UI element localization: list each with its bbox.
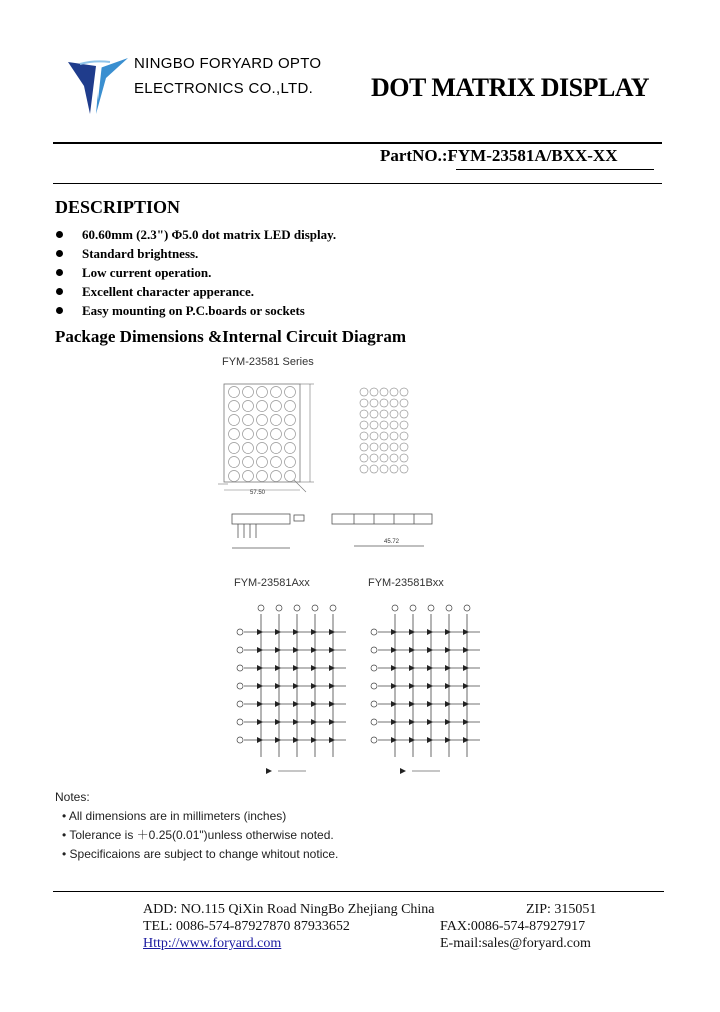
- right-dimension: 45.72: [384, 539, 400, 545]
- led-dot: [390, 421, 398, 429]
- led-diode: [275, 701, 281, 707]
- led-diode: [463, 701, 469, 707]
- header-divider-2: [53, 183, 662, 184]
- led-dot: [243, 443, 254, 454]
- led-dot: [257, 471, 268, 482]
- bullet-icon: [56, 250, 63, 257]
- led-dot: [229, 443, 240, 454]
- led-diode: [427, 647, 433, 653]
- led-diode: [257, 683, 263, 689]
- led-diode: [427, 683, 433, 689]
- bullet-icon: [56, 307, 63, 314]
- led-diode: [293, 701, 299, 707]
- led-dot: [243, 387, 254, 398]
- led-diode: [257, 719, 263, 725]
- led-dot: [360, 410, 368, 418]
- footer-email[interactable]: E-mail:sales@foryard.com: [440, 936, 591, 951]
- company-name-line1: NINGBO FORYARD OPTO: [134, 55, 322, 72]
- footer-divider: [53, 891, 664, 892]
- column-pin: [464, 605, 470, 611]
- footer-website-link[interactable]: Http://www.foryard.com: [143, 936, 282, 951]
- led-dot: [400, 432, 408, 440]
- led-dot: [360, 399, 368, 407]
- led-diode: [409, 737, 415, 743]
- led-diode: [293, 719, 299, 725]
- led-dot: [243, 415, 254, 426]
- column-pin: [276, 605, 282, 611]
- led-diode: [293, 665, 299, 671]
- led-dot: [257, 387, 268, 398]
- circuit-a-label: FYM-23581Axx: [234, 577, 310, 589]
- company-name-line2: ELECTRONICS CO.,LTD.: [134, 80, 314, 97]
- led-diode: [409, 629, 415, 635]
- led-diode: [427, 665, 433, 671]
- led-dot: [380, 421, 388, 429]
- legend-diode: [266, 768, 272, 774]
- led-diode: [257, 737, 263, 743]
- row-pin: [371, 629, 377, 635]
- led-dot: [390, 388, 398, 396]
- led-dot: [271, 429, 282, 440]
- led-dot: [257, 443, 268, 454]
- led-dot: [285, 415, 296, 426]
- led-dot: [370, 410, 378, 418]
- led-diode: [409, 683, 415, 689]
- column-pin: [312, 605, 318, 611]
- led-dot: [370, 432, 378, 440]
- led-diode: [329, 737, 335, 743]
- led-diode: [427, 737, 433, 743]
- led-diode: [409, 647, 415, 653]
- led-diode: [311, 665, 317, 671]
- led-dot: [390, 410, 398, 418]
- column-pin: [446, 605, 452, 611]
- bullet-icon: [56, 231, 63, 238]
- width-dimension: 57.50: [250, 490, 266, 496]
- description-list: [53, 225, 336, 320]
- led-dot: [285, 387, 296, 398]
- led-dot: [360, 454, 368, 462]
- led-dot: [229, 415, 240, 426]
- led-diode: [391, 665, 397, 671]
- led-dot: [400, 399, 408, 407]
- header-divider: [53, 142, 662, 144]
- led-dot: [285, 443, 296, 454]
- note-item: • Specificaions are subject to change whitout notice.: [62, 847, 339, 861]
- led-dot: [360, 421, 368, 429]
- led-diode: [463, 719, 469, 725]
- led-diode: [275, 719, 281, 725]
- led-diode: [293, 647, 299, 653]
- series-label: FYM-23581 Series: [222, 356, 314, 368]
- row-pin: [237, 665, 243, 671]
- row-pin: [237, 647, 243, 653]
- led-dot: [390, 454, 398, 462]
- led-dot: [271, 401, 282, 412]
- led-diode: [329, 629, 335, 635]
- led-diode: [293, 629, 299, 635]
- led-diode: [275, 647, 281, 653]
- row-pin: [237, 737, 243, 743]
- notes-heading: Notes:: [55, 790, 90, 804]
- led-diode: [463, 737, 469, 743]
- led-dot: [400, 443, 408, 451]
- led-dot: [390, 399, 398, 407]
- footer-fax: FAX:0086-574-87927917: [440, 919, 586, 934]
- led-dot: [285, 401, 296, 412]
- led-dot: [229, 457, 240, 468]
- led-diode: [311, 737, 317, 743]
- row-pin: [237, 701, 243, 707]
- part-number: PartNO.:FYM-23581A/BXX-XX: [380, 146, 618, 165]
- led-dot: [400, 410, 408, 418]
- column-pin: [410, 605, 416, 611]
- led-dot: [380, 443, 388, 451]
- row-pin: [371, 719, 377, 725]
- led-dot: [370, 399, 378, 407]
- footer-tel: TEL: 0086-574-87927870 87933652: [143, 919, 350, 934]
- led-diode: [311, 719, 317, 725]
- led-dot: [285, 457, 296, 468]
- footer-address: ADD: NO.115 QiXin Road NingBo Zhejiang China: [143, 902, 435, 917]
- led-diode: [329, 683, 335, 689]
- circuit-diagram-b: [360, 592, 486, 784]
- list-item: Standard brightness.: [53, 244, 336, 263]
- bullet-icon: [56, 269, 63, 276]
- led-diode: [311, 647, 317, 653]
- led-diode: [257, 629, 263, 635]
- led-diode: [463, 647, 469, 653]
- column-pin: [258, 605, 264, 611]
- led-dot: [390, 465, 398, 473]
- part-number-underline: [456, 169, 654, 170]
- led-dot: [360, 432, 368, 440]
- led-dot: [257, 429, 268, 440]
- led-diode: [275, 737, 281, 743]
- led-diode: [311, 701, 317, 707]
- led-diode: [293, 737, 299, 743]
- list-item: Low current operation.: [53, 263, 336, 282]
- list-item: Excellent character apperance.: [53, 282, 336, 301]
- led-diode: [329, 647, 335, 653]
- led-diode: [409, 665, 415, 671]
- led-dot: [271, 415, 282, 426]
- led-dot: [380, 399, 388, 407]
- led-diode: [445, 737, 451, 743]
- led-diode: [391, 629, 397, 635]
- led-dot: [400, 388, 408, 396]
- led-diode: [275, 683, 281, 689]
- list-item: Easy mounting on P.C.boards or sockets: [53, 301, 336, 320]
- column-pin: [428, 605, 434, 611]
- led-dot: [229, 429, 240, 440]
- led-diode: [445, 719, 451, 725]
- column-pin: [294, 605, 300, 611]
- package-dimension-drawing: [214, 370, 444, 570]
- led-diode: [257, 665, 263, 671]
- row-pin: [371, 647, 377, 653]
- led-diode: [391, 719, 397, 725]
- led-diode: [257, 647, 263, 653]
- led-dot: [271, 443, 282, 454]
- led-dot: [390, 443, 398, 451]
- led-dot: [370, 443, 378, 451]
- led-diode: [257, 701, 263, 707]
- led-dot: [400, 465, 408, 473]
- led-dot: [380, 432, 388, 440]
- led-dot: [360, 443, 368, 451]
- legend-diode: [400, 768, 406, 774]
- led-diode: [409, 719, 415, 725]
- led-dot: [271, 457, 282, 468]
- led-diode: [391, 683, 397, 689]
- led-diode: [391, 647, 397, 653]
- led-dot: [400, 454, 408, 462]
- led-diode: [463, 629, 469, 635]
- led-diode: [329, 719, 335, 725]
- led-dot: [229, 471, 240, 482]
- circuit-diagram-a: [226, 592, 352, 784]
- note-item: • All dimensions are in millimeters (inches): [62, 809, 287, 823]
- led-dot: [380, 454, 388, 462]
- led-diode: [445, 629, 451, 635]
- row-pin: [371, 737, 377, 743]
- led-diode: [275, 629, 281, 635]
- led-dot: [285, 471, 296, 482]
- led-dot: [243, 457, 254, 468]
- led-dot: [271, 387, 282, 398]
- led-dot: [257, 401, 268, 412]
- led-diode: [445, 647, 451, 653]
- led-diode: [391, 701, 397, 707]
- column-pin: [330, 605, 336, 611]
- row-pin: [371, 665, 377, 671]
- led-diode: [427, 701, 433, 707]
- led-diode: [445, 683, 451, 689]
- led-diode: [463, 683, 469, 689]
- foryard-logo-icon: [66, 56, 130, 118]
- led-dot: [400, 421, 408, 429]
- row-pin: [371, 701, 377, 707]
- led-diode: [409, 701, 415, 707]
- page-title: DOT MATRIX DISPLAY: [371, 73, 650, 102]
- row-pin: [371, 683, 377, 689]
- led-diode: [293, 683, 299, 689]
- led-diode: [391, 737, 397, 743]
- led-diode: [311, 629, 317, 635]
- notes-section: [55, 788, 338, 864]
- led-dot: [370, 421, 378, 429]
- led-diode: [427, 719, 433, 725]
- led-dot: [257, 415, 268, 426]
- circuit-b-label: FYM-23581Bxx: [368, 577, 444, 589]
- led-diode: [463, 665, 469, 671]
- footer-zip: ZIP: 315051: [526, 902, 597, 917]
- row-pin: [237, 629, 243, 635]
- led-diode: [311, 683, 317, 689]
- led-dot: [390, 432, 398, 440]
- led-dot: [370, 454, 378, 462]
- row-pin: [237, 719, 243, 725]
- column-pin: [392, 605, 398, 611]
- led-dot: [360, 388, 368, 396]
- row-pin: [237, 683, 243, 689]
- led-diode: [329, 701, 335, 707]
- led-dot: [229, 387, 240, 398]
- led-dot: [370, 388, 378, 396]
- led-dot: [360, 465, 368, 473]
- led-dot: [380, 410, 388, 418]
- led-diode: [275, 665, 281, 671]
- led-diode: [329, 665, 335, 671]
- list-item: 60.60mm (2.3") Φ5.0 dot matrix LED display.: [53, 225, 336, 244]
- led-dot: [380, 465, 388, 473]
- led-diode: [427, 629, 433, 635]
- led-dot: [243, 471, 254, 482]
- description-heading: DESCRIPTION: [55, 197, 181, 217]
- led-dot: [243, 401, 254, 412]
- led-dot: [257, 457, 268, 468]
- led-dot: [229, 401, 240, 412]
- led-dot: [380, 388, 388, 396]
- note-item: • Tolerance is ＋0.25(0.01")unless otherwise noted.: [62, 828, 334, 842]
- led-diode: [445, 701, 451, 707]
- package-heading: Package Dimensions &Internal Circuit Diagram: [55, 327, 406, 346]
- led-diode: [445, 665, 451, 671]
- led-dot: [285, 429, 296, 440]
- led-dot: [370, 465, 378, 473]
- led-dot: [271, 471, 282, 482]
- bullet-icon: [56, 288, 63, 295]
- led-dot: [243, 429, 254, 440]
